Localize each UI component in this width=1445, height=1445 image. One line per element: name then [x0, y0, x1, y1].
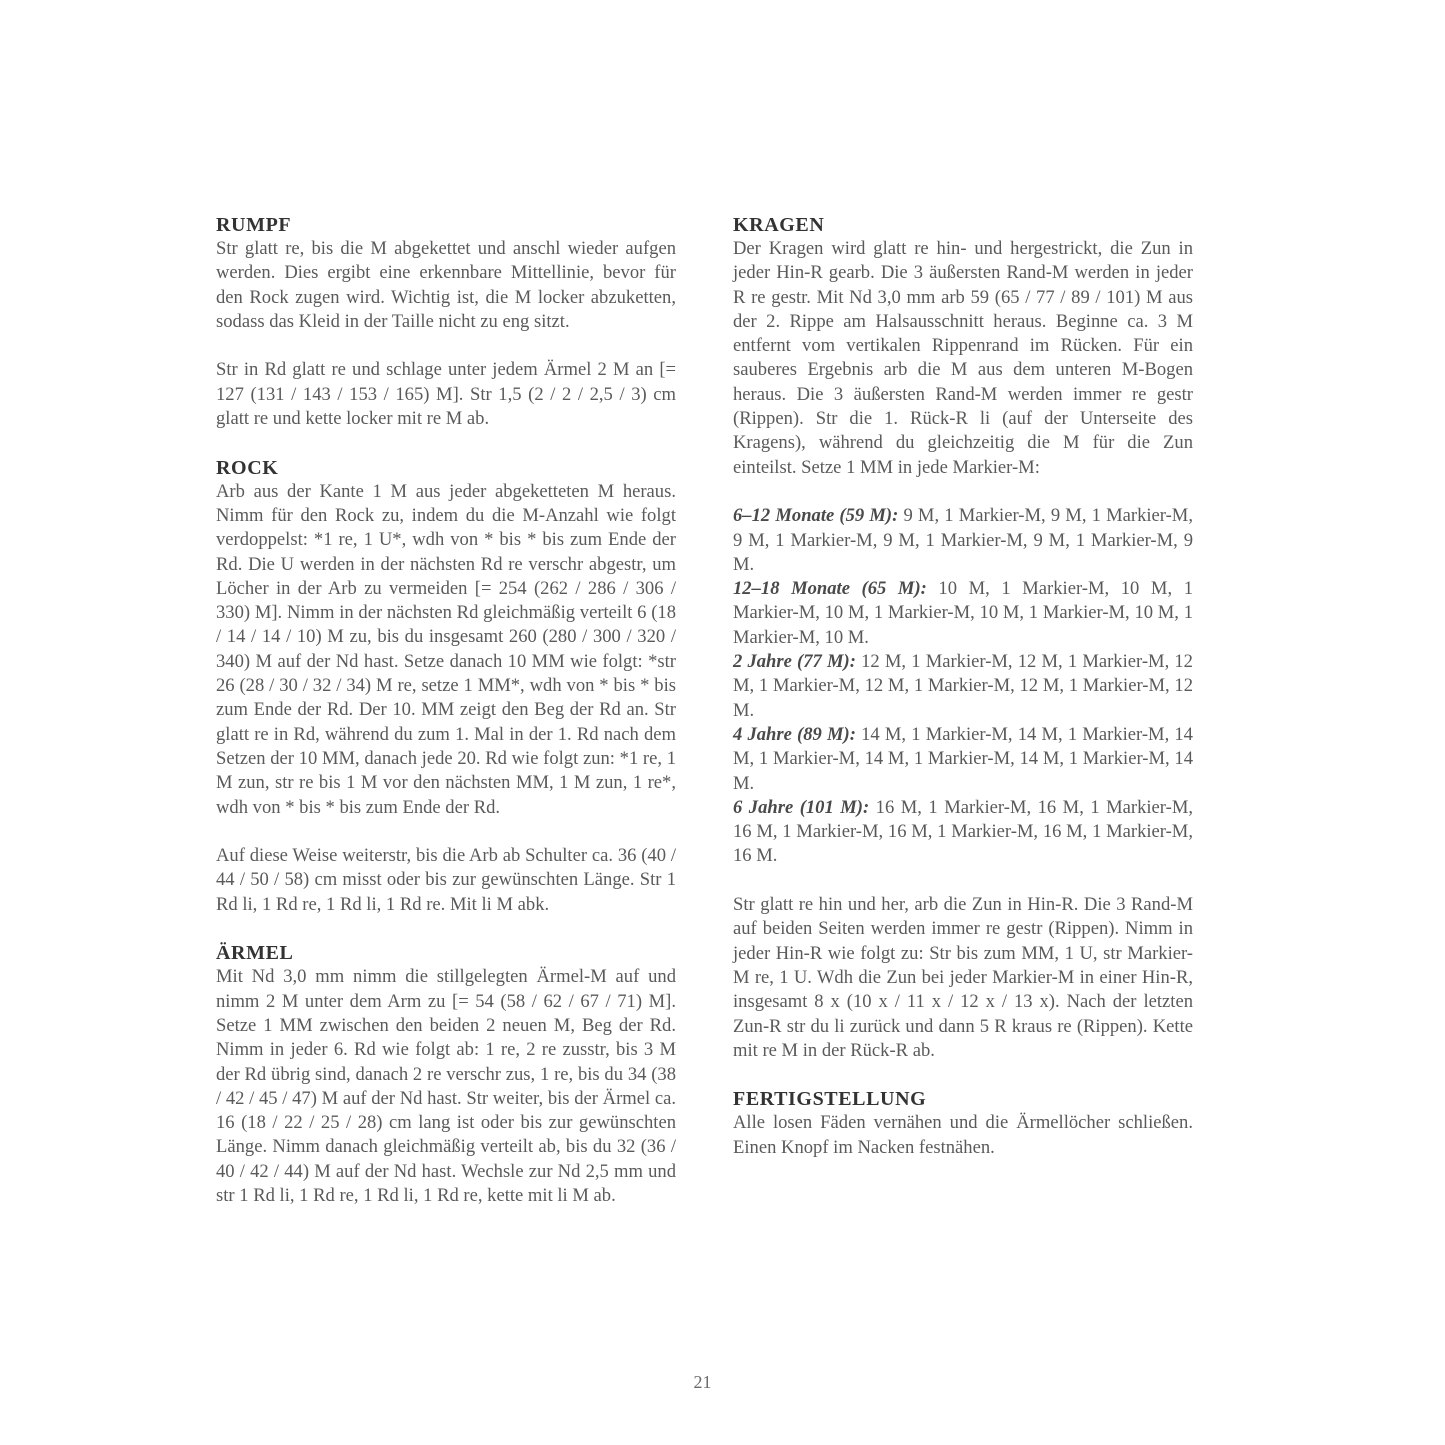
rock-paragraph-2: Auf diese Weise weiterstr, bis die Arb ab Schulter ca. 36 (40 / 44 / 50 / 58) cm misst oder bis zur gewünschten Länge. Str 1 Rd li, 1 Rd re, 1 Rd li, 1 Rd re. Mit li M abk.	[216, 845, 676, 915]
size-variant-label: 4 Jahre (89 M):	[733, 723, 856, 745]
paragraph-gap	[733, 869, 1193, 893]
paragraph-gap	[216, 917, 676, 941]
kragen-outro: Str glatt re hin und her, arb die Zun in Hin-R. Die 3 Rand-M auf beiden Seiten werden immer re gestr (Rippen). Nimm in jeder Hin-R wie folgt zu: Str bis zum MM, 1 U, str Markier-M re, 1 U. Wdh die Zun bei jeder Markier-M in einer Hin-R, insgesamt 8 x (10 x / 11 x / 12 x / 13 x). Nach der letzten Zun-R str du li zurück und dann 5 R kraus re (Rippen). Kette mit re M in der Rück-R ab.	[733, 894, 1193, 1061]
paragraph-gap	[216, 820, 676, 844]
aermel-paragraph-1: Mit Nd 3,0 mm nimm die stillgelegten Ärmel-M auf und nimm 2 M unter dem Arm zu [= 54 (58 / 62 / 67 / 71) M]. Setze 1 MM zwischen den beiden 2 neuen M, Beg der Rd. Nimm in jeder 6. Rd wie folgt ab: 1 re, 2 re zusstr, bis 3 M der Rd übrig sind, danach 2 re verschr zus, 1 re, bis du 34 (38 / 42 / 45 / 47) M auf der Nd hast. Str weiter, bis der Ärmel ca. 16 (18 / 22 / 25 / 28) cm lang ist oder bis zur gewünschten Länge. Nimm danach gleichmäßig verteilt ab, bis du 32 (36 / 40 / 42 / 44) M auf der Nd hast. Wechsle zur Nd 2,5 mm und str 1 Rd li, 1 Rd re, 1 Rd li, 1 Rd re, kette mit li M ab.	[216, 966, 676, 1206]
size-variant-12-18-monate	[733, 577, 1193, 650]
right-column	[733, 213, 1193, 1160]
paragraph-gap	[216, 334, 676, 358]
section-heading-rumpf: RUMPF	[216, 214, 292, 236]
size-variant-label: 6 Jahre (101 M):	[733, 796, 870, 818]
fertigstellung-paragraph: Alle losen Fäden vernähen und die Ärmellöcher schließen. Einen Knopf im Nacken festnähen.	[733, 1112, 1193, 1158]
size-variant-text: 14 M, 1 Markier-M, 14 M, 1 Markier-M, 14 M, 1 Markier-M, 14 M, 1 Markier-M, 14 M, 1 Markier-M, 14 M.	[733, 723, 1193, 794]
kragen-size-variants	[733, 504, 1193, 868]
paragraph-gap	[733, 480, 1193, 504]
page-number: 21	[693, 1372, 712, 1392]
size-variant-label: 12–18 Monate (65 M):	[733, 578, 927, 600]
size-variant-2-jahre	[733, 650, 1193, 723]
left-column	[216, 213, 676, 1208]
section-heading-fertigstellung: FERTIGSTELLUNG	[733, 1088, 927, 1111]
size-variant-6-12-monate	[733, 504, 1193, 577]
rumpf-paragraph-1: Str glatt re, bis die M abgekettet und anschl wieder aufgen werden. Dies ergibt eine erkennbare Mittellinie, bevor für den Rock zugen wird. Wichtig ist, die M locker abzuketten, sodass das Kleid in der Taille nicht zu eng sitzt.	[216, 238, 676, 332]
size-variant-text: 10 M, 1 Markier-M, 10 M, 1 Markier-M, 10 M, 1 Markier-M, 10 M, 1 Markier-M, 10 M, 1 Markier-M, 10 M.	[733, 578, 1193, 648]
size-variant-label: 2 Jahre (77 M):	[733, 651, 856, 673]
paragraph-gap	[216, 431, 676, 455]
size-variant-4-jahre	[733, 723, 1193, 796]
size-variant-text: 12 M, 1 Markier-M, 12 M, 1 Markier-M, 12 M, 1 Markier-M, 12 M, 1 Markier-M, 12 M, 1 Markier-M, 12 M.	[733, 651, 1193, 721]
paragraph-gap	[733, 1063, 1193, 1087]
section-heading-aermel: ÄRMEL	[216, 942, 294, 965]
size-variant-6-jahre	[733, 796, 1193, 869]
kragen-intro: Der Kragen wird glatt re hin- und hergestrickt, die Zun in jeder Hin-R gearb. Die 3 äußersten Rand-M werden in jeder R re gestr. Mit Nd 3,0 mm arb 59 (65 / 77 / 89 / 101) M aus der 2. Rippe am Halsausschnitt heraus. Beginne ca. 3 M entfernt vom vertikalen Rippenrand im Rücken. Für ein sauberes Ergebnis arb die M aus dem unteren M-Bogen heraus. Die 3 äußersten Rand-M werden immer re gestr (Rippen). Str die 1. Rück-R li (auf der Unterseite des Kragens), während du gleichzeitig die M für die Zun einteilst. Setze 1 MM in jede Markier-M:	[733, 238, 1193, 478]
size-variant-text: 9 M, 1 Markier-M, 9 M, 1 Markier-M, 9 M, 1 Markier-M, 9 M, 1 Markier-M, 9 M, 1 Markier-M, 9 M.	[733, 505, 1193, 575]
rumpf-paragraph-2: Str in Rd glatt re und schlage unter jedem Ärmel 2 M an [= 127 (131 / 143 / 153 / 165) M]. Str 1,5 (2 / 2 / 2,5 / 3) cm glatt re und kette locker mit re M ab.	[216, 359, 676, 430]
rock-paragraph-1: Arb aus der Kante 1 M aus jeder abgeketteten M heraus. Nimm für den Rock zu, indem du die M-Anzahl wie folgt verdoppelst: *1 re, 1 U*, wdh von * bis * bis zum Ende der Rd. Die U werden in der nächsten Rd re verschr abgestr, um Löcher in der Arb zu vermeiden [= 254 (262 / 286 / 306 / 330) M]. Nimm in der nächsten Rd gleichmäßig verteilt 6 (18 / 14 / 14 / 10) M zu, bis du insgesamt 260 (280 / 300 / 320 / 340) M auf der Nd hast. Setze danach 10 MM wie folgt: *str 26 (28 / 30 / 32 / 34) M re, setze 1 MM*, wdh von * bis * bis zum Ende der Rd. Der 10. MM zeigt den Beg der Rd an. Str glatt re in Rd, während du zum 1. Mal in der 1. Rd nach dem Setzen der 10 MM, danach jede 20. Rd wie folgt zun: *1 re, 1 M zun, str re bis 1 M vor den nächsten MM, 1 M zun, 1 re*, wdh von * bis * bis zum Ende der Rd.	[216, 480, 676, 818]
size-variant-label: 6–12 Monate (59 M):	[733, 505, 899, 527]
section-heading-kragen: KRAGEN	[733, 214, 825, 236]
section-heading-rock: ROCK	[216, 456, 279, 479]
size-variant-text: 16 M, 1 Markier-M, 16 M, 1 Markier-M, 16 M, 1 Markier-M, 16 M, 1 Markier-M, 16 M, 1 Markier-M, 16 M.	[733, 796, 1193, 867]
